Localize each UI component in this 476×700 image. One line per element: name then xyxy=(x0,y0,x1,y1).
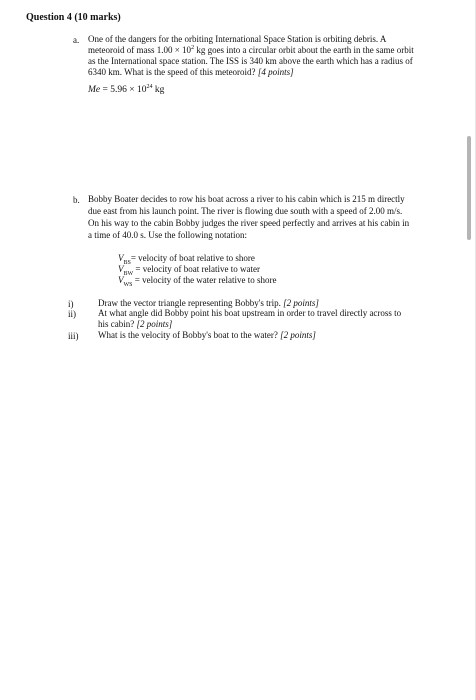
part-a-line-1: One of the dangers for the orbiting International Space Station is orbiting debris. A xyxy=(88,34,387,44)
part-a-line-4: 6340 km. What is the speed of this meteoroid? [4 points] xyxy=(88,67,294,77)
subquestion-iii-text: What is the velocity of Bobby's boat to the water? [2 points] xyxy=(98,330,316,340)
vertical-scrollbar[interactable] xyxy=(467,136,471,240)
subquestion-ii-marker: ii) xyxy=(68,309,76,319)
subquestion-iii-marker: iii) xyxy=(68,331,79,341)
earth-mass-equation: $Me = 5.96 \times 10^{24}$ kg xyxy=(88,83,165,95)
subquestion-i-marker: i) xyxy=(68,299,74,309)
part-a-marker: a. xyxy=(73,35,80,45)
part-a-line-3: as the International space station. The ISS is 340 km above the earth which has a radius of xyxy=(88,56,413,66)
part-b-line-1: Bobby Boater decides to row his boat across a river to his cabin which is 215 m directly xyxy=(88,194,405,204)
part-b-line-3: On his way to the cabin Bobby judges the river speed perfectly and arrives at his cabin in xyxy=(88,218,410,228)
part-b-line-4: a time of 40.0 s. Use the following notation: xyxy=(88,230,247,240)
subquestion-ii-text-2: his cabin? [2 points] xyxy=(98,319,173,329)
part-a-line-2: meteoroid of mass $1.00 \times 10^2$ kg goes into a circular orbit about the earth in the same orbit xyxy=(88,45,414,55)
notation-vbs: $V_{BS}=$ velocity of boat relative to shore xyxy=(118,253,255,266)
notation-vbw: $V_{BW}$ = velocity of boat relative to water xyxy=(118,264,260,277)
question-title: Question 4 (10 marks) xyxy=(26,12,121,23)
part-b-marker: b. xyxy=(73,195,80,205)
part-b-line-2: due east from his launch point. The river is flowing due south with a speed of 2.00 m/s. xyxy=(88,206,403,216)
notation-vws: $V_{WS}$ = velocity of the water relative to shore xyxy=(118,275,277,288)
subquestion-i-text: Draw the vector triangle representing Bobby's trip. [2 points] xyxy=(98,298,319,308)
subquestion-ii-text: At what angle did Bobby point his boat upstream in order to travel directly across to xyxy=(98,308,402,318)
